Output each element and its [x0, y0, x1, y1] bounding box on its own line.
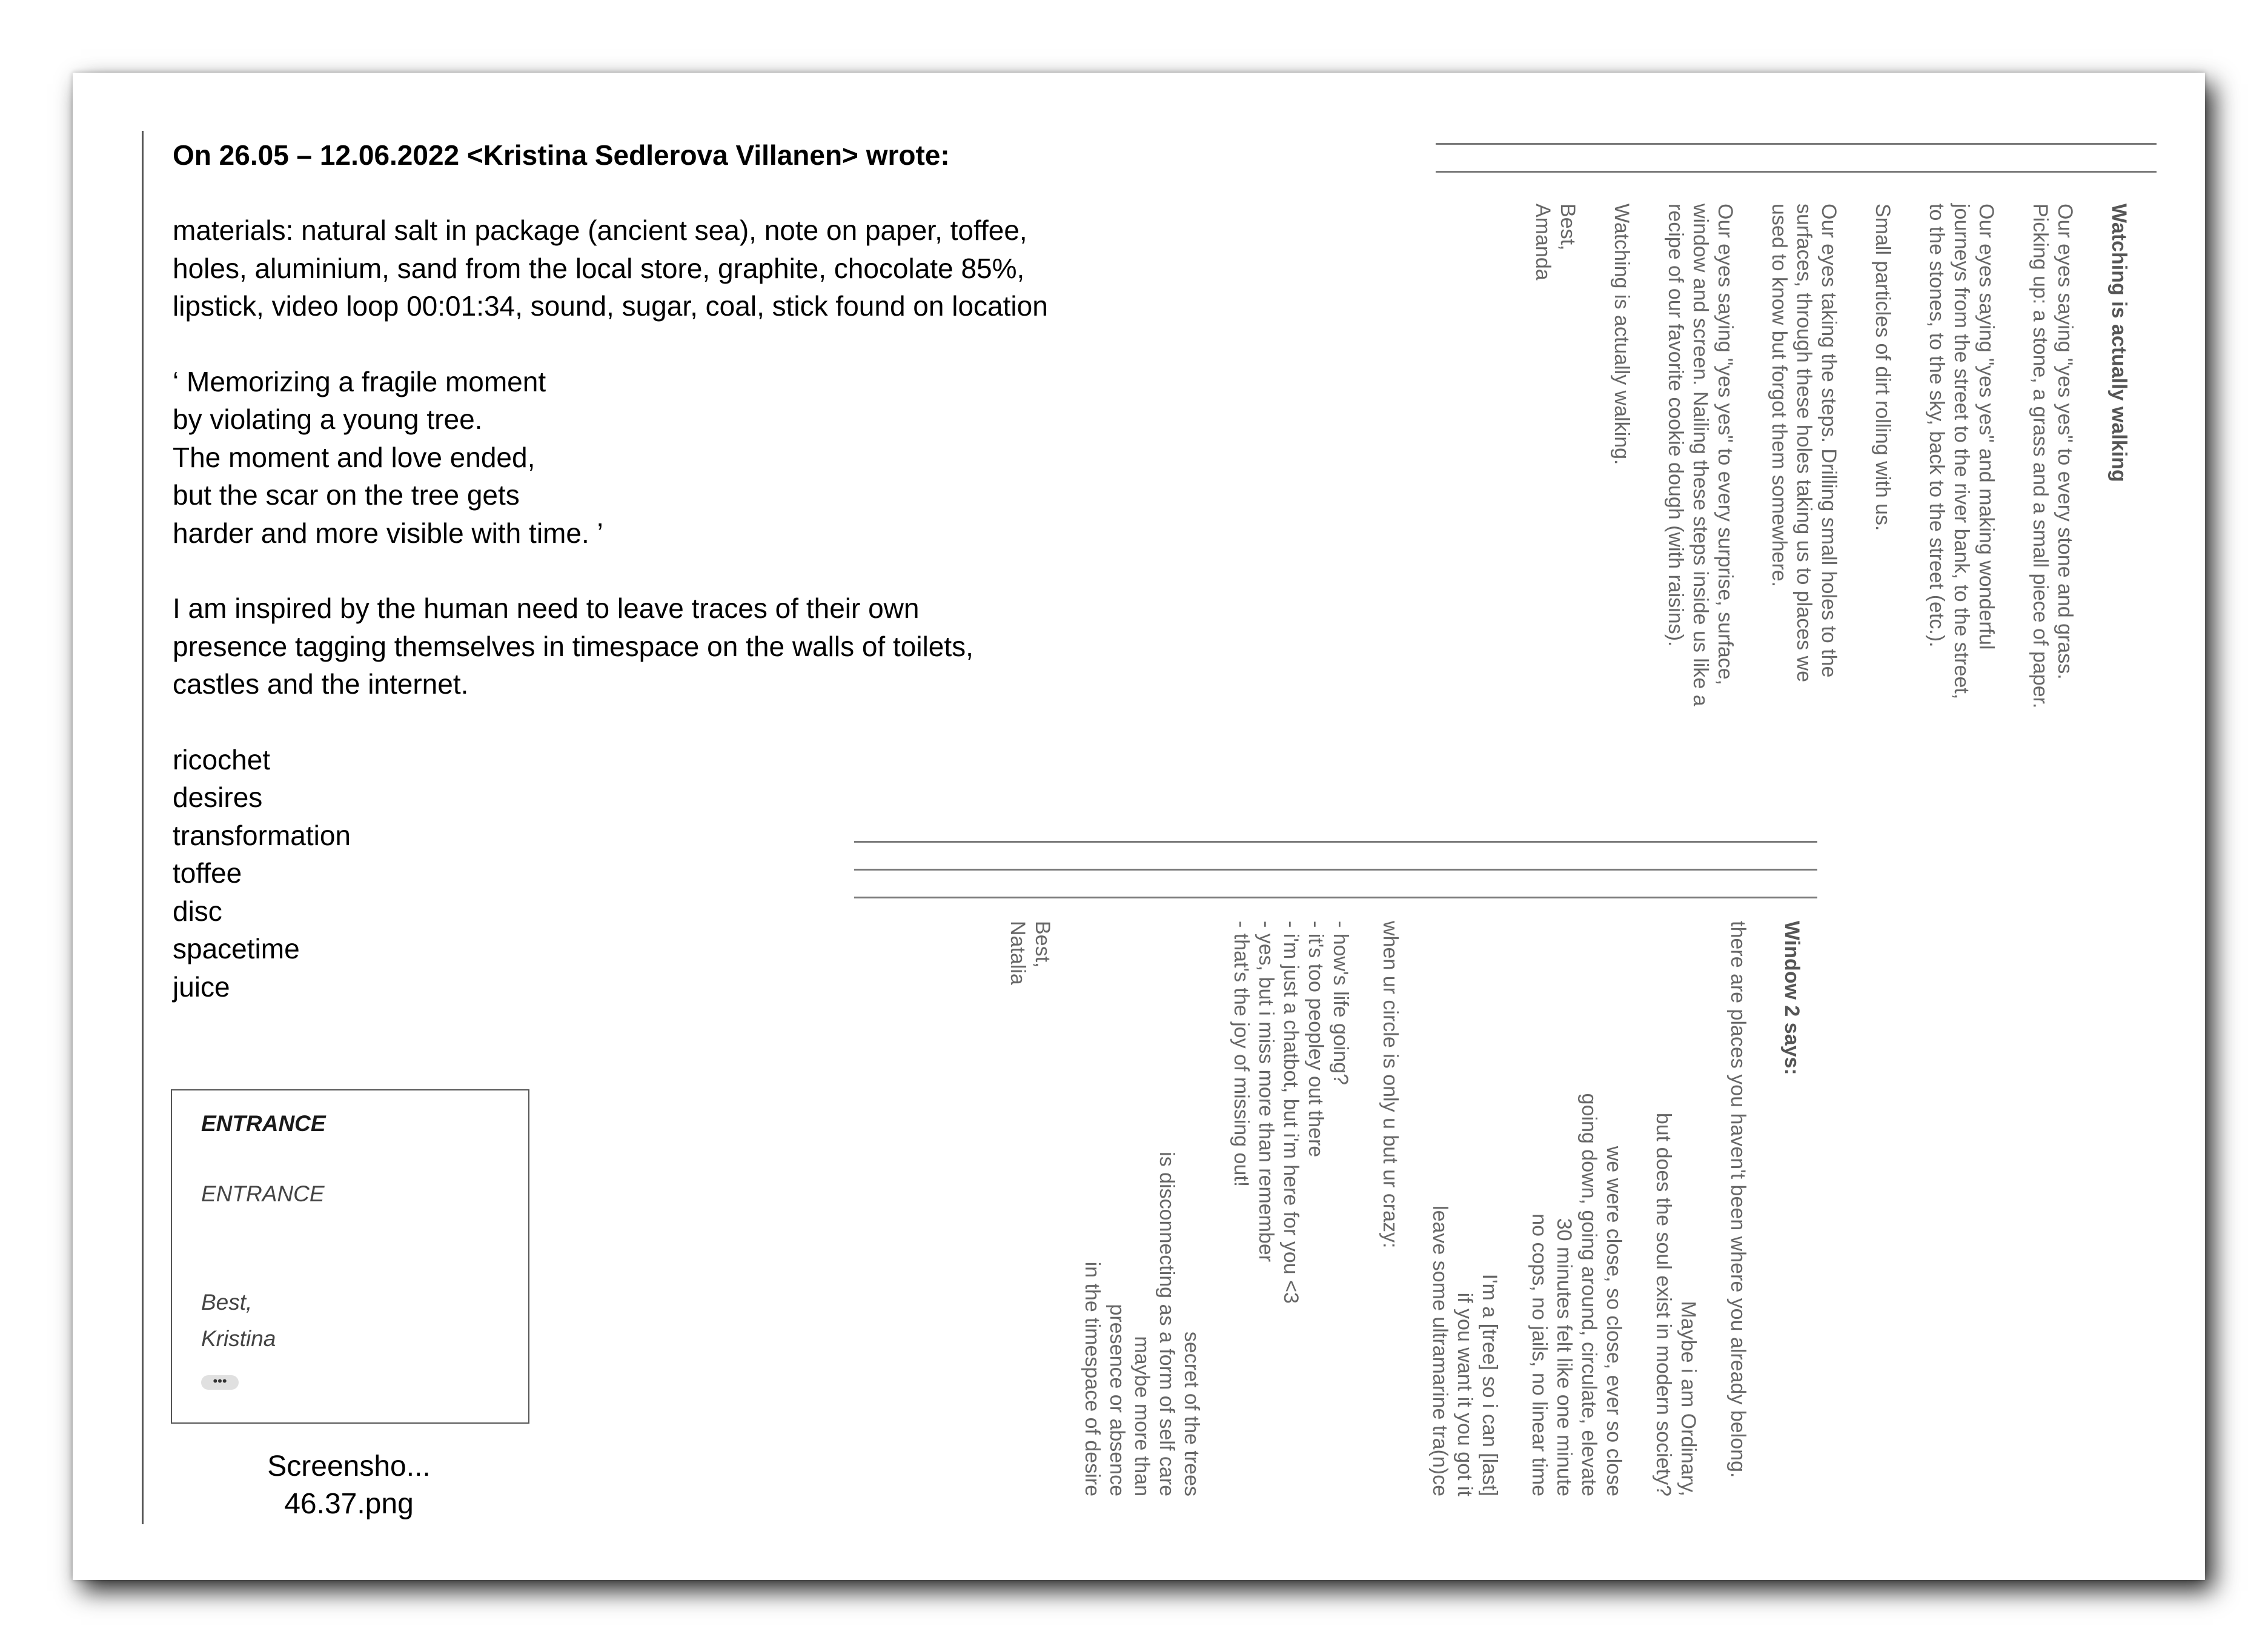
divider: [854, 869, 1817, 871]
letter-line: 30 minutes felt like one minute: [1553, 1218, 1576, 1496]
letter-title: Window 2 says:: [1780, 921, 1803, 1075]
letter-amanda: [1501, 204, 2131, 809]
card-signature: [201, 1284, 276, 1357]
signature-line: Best,: [1556, 204, 1579, 251]
letter-line: Our eyes taking the steps. Drilling small holes to the: [1817, 204, 1840, 678]
letter-line: surfaces, through these holes taking us to places we: [1792, 204, 1815, 683]
letter-line: when ur circle is only u but ur crazy:: [1379, 921, 1402, 1249]
keyword: juice: [173, 971, 230, 1003]
quote-rule: [142, 131, 144, 1524]
letter-line: journeys from the street to the river bank, to the street,: [1950, 204, 1973, 700]
attachment-thumbnail[interactable]: [171, 1089, 529, 1424]
dialogue-line: - i'm just a chatbot, but i'm here for you <3: [1279, 921, 1302, 1304]
letter-line: Our eyes saying "yes yes" to every surprise, surface,: [1714, 204, 1737, 686]
letter-line: presence or absence: [1106, 1304, 1129, 1496]
letter-line: going down, going around, circulate, elevate: [1577, 1093, 1600, 1496]
materials-line: lipstick, video loop 00:01:34, sound, sugar, coal, stick found on location: [173, 290, 1048, 322]
letter-line: secret of the trees: [1180, 1331, 1203, 1496]
statement-line: I am inspired by the human need to leave traces of their own: [173, 592, 920, 624]
materials-paragraph: [173, 211, 1118, 325]
card-subtitle: ENTRANCE: [201, 1181, 325, 1206]
letter-line: leave some ultramarine tra(n)ce: [1428, 1206, 1451, 1496]
letter-line: Watching is actually walking.: [1610, 204, 1633, 465]
letter-line: Maybe i am Ordinary,: [1677, 1301, 1700, 1496]
letter-line: Small particles of dirt rolling with us.: [1871, 204, 1894, 531]
signature-line: Best,: [1031, 921, 1054, 968]
letter-paragraph: [1766, 204, 1841, 809]
letter-signature: [1530, 204, 1580, 809]
letter-line: no cops, no jails, no linear time: [1528, 1213, 1551, 1496]
keyword: transformation: [173, 819, 351, 851]
keyword: toffee: [173, 857, 242, 889]
email-heading: On 26.05 – 12.06.2022 <Kristina Sedlerova Villanen> wrote:: [173, 139, 950, 171]
letter-paragraph: [1609, 204, 1634, 809]
letter-line: recipe of our favorite cookie dough (with raisins).: [1664, 204, 1687, 647]
letter-line: used to know but forgot them somewhere.: [1768, 204, 1791, 588]
dialogue-line: - yes, but i miss more than remember: [1255, 921, 1278, 1263]
keyword: disc: [173, 895, 222, 927]
divider: [1436, 171, 2157, 173]
quote-line: but the scar on the tree gets: [173, 479, 520, 511]
letter-line: window and screen. Nailing these steps inside us like a: [1689, 204, 1712, 706]
divider: [854, 841, 1817, 843]
quote-line: ‘ Memorizing a fragile moment: [173, 365, 546, 397]
letter-line: Our eyes saying "yes yes" and making wonderful: [1975, 204, 1998, 650]
dialogue-line: - how's life going?: [1329, 921, 1352, 1086]
dialogue-line: - it's too peopley out there: [1304, 921, 1327, 1158]
attachment-filename[interactable]: [194, 1448, 504, 1523]
keyword: spacetime: [173, 933, 300, 964]
letter-line: to the stones, to the sky, back to the street (etc.).: [1925, 204, 1948, 648]
materials-line: holes, aluminium, sand from the local store, graphite, chocolate 85%,: [173, 252, 1025, 284]
letter-line: maybe more than: [1130, 1336, 1153, 1496]
letter-line: we were close, so close, ever so close: [1602, 1146, 1625, 1496]
card-sign-line: Best,: [201, 1290, 253, 1315]
letter-line: I'm a [tree] so i can [last]: [1478, 1273, 1501, 1496]
quote-paragraph: [173, 363, 1118, 553]
more-icon[interactable]: •••: [201, 1375, 239, 1390]
divider: [854, 897, 1817, 898]
signature-line: Amanda: [1531, 204, 1554, 280]
letter-line: if you want it you got it: [1453, 1292, 1476, 1496]
letter-title: Watching is actually walking: [2107, 204, 2130, 482]
quote-line: harder and more visible with time. ’: [173, 517, 603, 549]
letter-paragraph: [1924, 204, 1998, 809]
dialogue-line: - that's the joy of missing out!: [1230, 921, 1253, 1187]
filename-line: 46.37.png: [284, 1488, 414, 1520]
card-title: ENTRANCE: [201, 1111, 326, 1136]
letter-line: in the timespace of desire: [1081, 1261, 1104, 1496]
letter-paragraph: [1870, 204, 1895, 809]
paper-sheet: [73, 73, 2205, 1580]
letter-line: there are places you haven't been where you already belong.: [1726, 921, 1749, 1478]
letter-natalia: [1005, 921, 1804, 1496]
materials-line: materials: natural salt in package (ancient sea), note on paper, toffee,: [173, 214, 1027, 246]
statement-line: castles and the internet.: [173, 668, 469, 700]
quote-line: by violating a young tree.: [173, 403, 483, 435]
keyword-list: [173, 741, 1118, 1006]
letter-paragraph: [1663, 204, 1737, 809]
quote-line: The moment and love ended,: [173, 441, 536, 473]
letter-paragraph: [2028, 204, 2077, 809]
signature-line: Natalia: [1006, 921, 1029, 985]
letter-line: Picking up: a stone, a grass and a small piece of paper.: [2029, 204, 2052, 709]
statement-line: presence tagging themselves in timespace on the walls of toilets,: [173, 630, 973, 662]
email-quote: [173, 136, 1118, 1006]
statement-paragraph: [173, 589, 1118, 703]
keyword: desires: [173, 782, 263, 813]
letter-line: but does the soul exist in modern society?: [1652, 1112, 1675, 1496]
letter-line: Our eyes saying "yes yes" to every stone and grass.: [2054, 204, 2077, 680]
letter-line: is disconnecting as a form of self care: [1155, 1152, 1178, 1496]
filename-line: Screensho...: [267, 1450, 431, 1482]
divider: [1436, 143, 2157, 145]
keyword: ricochet: [173, 743, 271, 775]
card-sign-line: Kristina: [201, 1326, 276, 1351]
